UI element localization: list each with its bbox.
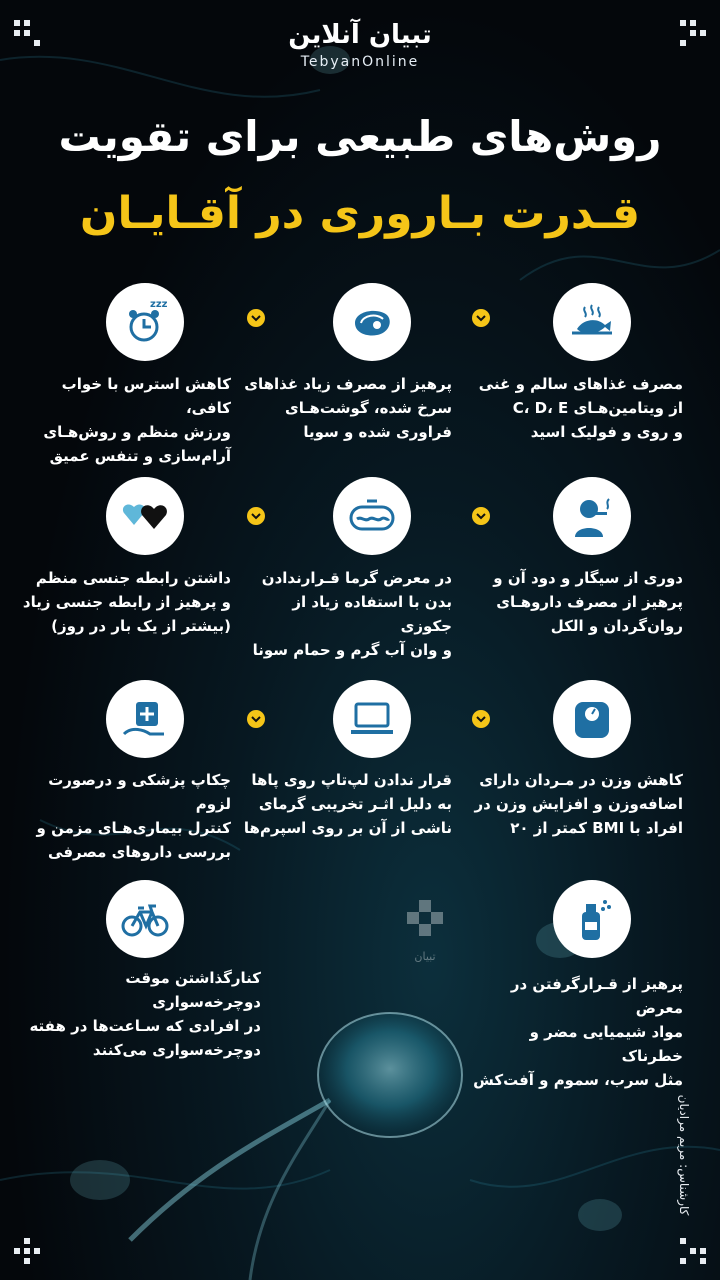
chevron-down-icon xyxy=(472,309,490,327)
tip-text-healthy-food: مصرف غذاهای سالم و غنی از ویتامین‌هـای C، D، E و روی و فولیک اسید xyxy=(478,375,683,441)
author-credit-text: کارشناس: مریم مرادیان xyxy=(677,1094,691,1216)
laptop-icon xyxy=(333,680,411,758)
tip-text-avoid-heat: در معرض گرما قـرارندادن بدن با استفاده زیاد از جکوزی و وان آب گرم و حمام سونا xyxy=(252,569,452,659)
chevron-down-icon xyxy=(472,507,490,525)
chevron-down-icon xyxy=(247,507,265,525)
tip-text-reduce-stress: کاهش استرس با خواب کافی، ورزش منظم و روش‌هـای آرام‌سازی و تنفس عمیق xyxy=(43,375,231,465)
tip-text-avoid-smoking: دوری از سیگار و دود آن و پرهیز از مصرف داروهـای روان‌گردان و الکل xyxy=(493,569,683,635)
spray-can-icon xyxy=(553,880,631,958)
chevron-down-icon xyxy=(247,710,265,728)
alarm-clock-icon xyxy=(106,283,184,361)
chevron-down-icon xyxy=(472,710,490,728)
watermark-label: تبیان xyxy=(414,950,436,963)
tip-text-regular-intercourse: داشتن رابطه جنسی منظم و پرهیز از رابطه جنسی زیاد (بیشتر از یک بار در روز) xyxy=(22,569,231,635)
bicycle-icon xyxy=(106,880,184,958)
author-credit xyxy=(674,1078,692,1238)
smoking-man-icon xyxy=(553,477,631,555)
corner-ornament-bottom-left xyxy=(14,1238,40,1264)
page-title: روش‌های طبیعی برای تقویت xyxy=(58,112,662,161)
page-subtitle: قـدرت بـاروری در آقـایـان xyxy=(79,188,641,239)
tip-text-medical-checkup: چکاپ پزشکی و درصورت لزوم کنترل بیماری‌هـای مزمن و بررسی داروهای مصرفی xyxy=(36,771,231,861)
brand-logo-persian: تبیان آنلاین xyxy=(288,20,432,50)
corner-ornament-bottom-right xyxy=(680,1238,706,1264)
svg-text:zzz: zzz xyxy=(150,299,168,310)
tip-text-avoid-fried-food: پرهیز از مصرف زیاد غذاهای سرخ شده، گوشت‌هـای فراوری شده و سویا xyxy=(244,375,452,441)
chevron-down-icon xyxy=(247,309,265,327)
tip-text-reduce-cycling: کنارگذاشتن موقت دوچرخه‌سواری در افرادی که سـاعت‌ها در هفته دوچرخه‌سواری می‌کنند xyxy=(29,969,261,1059)
steak-icon xyxy=(333,283,411,361)
tip-text-laptop-heat: قرار ندادن لپ‌تاپ روی پاها به دلیل اثـر تخریبی گرمای ناشی از آن بر روی اسپرم‌ها xyxy=(243,771,452,837)
weight-scale-icon xyxy=(553,680,631,758)
brand-watermark xyxy=(402,900,448,963)
brand-logo-english: TebyanOnline xyxy=(300,54,420,70)
medical-checkup-icon xyxy=(106,680,184,758)
fish-plate-icon xyxy=(553,283,631,361)
tip-text-avoid-chemicals: پرهیز از قـرارگرفتن در معرض مواد شیمیایی مضر و خطرناک مثل سرب، سموم و آفت‌کش xyxy=(473,975,683,1089)
hearts-icon xyxy=(106,477,184,555)
tip-text-weight-control: کاهش وزن در مـردان دارای اضافه‌وزن و افزایش وزن در افراد با BMI کمتر از ۲۰ xyxy=(474,771,683,837)
bathtub-icon xyxy=(333,477,411,555)
